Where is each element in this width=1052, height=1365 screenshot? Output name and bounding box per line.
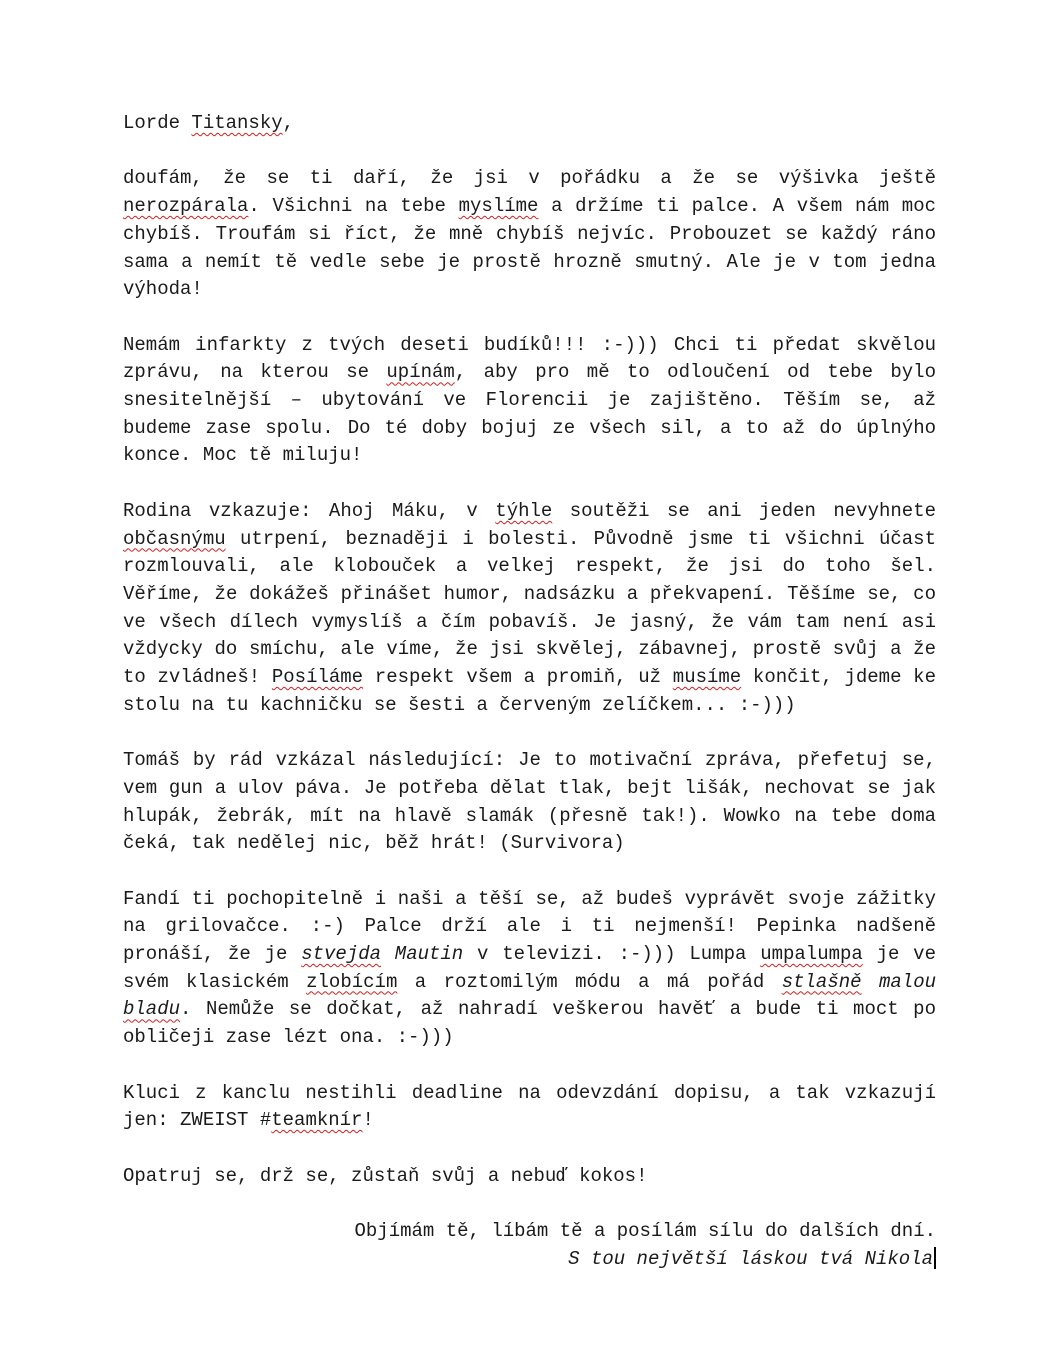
text-run: soutěži se ani jeden nevyhnete bbox=[552, 499, 936, 522]
misspelled-word: nerozpárala bbox=[123, 195, 249, 218]
text-run: Tomáš by rád vzkázal následující: Je to motivační zpráva, přefetuj se, vem gun a ulov páva. Je potřeba dělat tlak, bejt lišák, nechovat se jak hlupák, žebrák, mít na hlavě slamák (přesně tak!). Wowko na tebe doma čeká, tak nedělej nic, běž hrát! (Survivora) bbox=[123, 749, 936, 855]
misspelled-word: zlobícím bbox=[306, 970, 398, 993]
paragraph-6 bbox=[123, 1080, 936, 1135]
misspelled-word: umpalumpa bbox=[760, 943, 863, 966]
text-run: končit, jdeme ke stolu na tu kachničku se šesti a červeným zelíčkem... :-))) bbox=[123, 666, 936, 716]
text-run: Nemám infarkty z tvých deseti budíků!!! :-))) Chci ti předat skvělou zprávu, na kterou se bbox=[123, 333, 936, 384]
salutation-text: Lorde Titansky, bbox=[123, 112, 295, 134]
misspelled-word: stlašně bbox=[781, 970, 862, 993]
text-run: a držíme ti palce. A všem nám moc chybíš. Troufám si říct, že mně chybíš nejvíc. Probouzet se každý ráno sama a nemít tě vedle sebe je prostě hrozně smutný. Ale je v tom jedna výhoda! bbox=[123, 195, 936, 301]
text-cursor bbox=[934, 1247, 936, 1269]
closing-line: Objímám tě, líbám tě a posílám sílu do dalších dní. bbox=[354, 1220, 936, 1242]
misspelled-word: týhle bbox=[495, 499, 553, 522]
paragraph-5 bbox=[123, 886, 936, 1052]
misspelled-word: občasnýmu bbox=[123, 527, 226, 550]
signature-line bbox=[123, 1246, 936, 1274]
text-run: , aby pro mě to odloučení od tebe bylo snesitelnější – ubytování ve Florencii je zajištěno. Těším se, až budeme zase spolu. Do té doby bojuj ze všech sil, a to až do úplnýho konce. Moc tě miluju! bbox=[123, 361, 936, 467]
paragraph-1 bbox=[123, 165, 936, 304]
text-run: . Všichni na tebe bbox=[248, 195, 459, 218]
text-run: utrpení, beznaději i bolesti. Původně jsme ti všichni účast rozmlouvali, ale klobouček a velkej respekt, že jsi do toho šel. Věříme, že dokážeš přinášet humor, nadsázku a překvapení. Těšíme se, co ve všech dílech vymyslíš a čím pobavíš. Je jasný, že vám tam není asi vždycky do smíchu, ale víme, že jsi skvělej, zábavnej, prostě svůj a že to zvládneš! bbox=[123, 527, 936, 689]
text-run: respekt všem a promiň, už bbox=[363, 666, 673, 689]
text-run: ! bbox=[362, 1109, 374, 1132]
text-run: Kluci z kanclu nestihli deadline na odevzdání dopisu, a tak vzkazují jen: ZWEIST # bbox=[123, 1081, 936, 1132]
misspelled-word: bladu bbox=[123, 998, 181, 1021]
paragraph-3 bbox=[123, 498, 936, 720]
text-run: a roztomilým módu a má pořád bbox=[397, 970, 782, 993]
text-run: . Nemůže se dočkat, až nahradí veškerou havěť a bude ti moct po obličeji zase lézt ona. :-))) bbox=[123, 998, 936, 1049]
text-run: v televizi. :-))) Lumpa bbox=[463, 943, 761, 966]
misspelled-word: musíme bbox=[672, 666, 742, 689]
misspelled-word: myslíme bbox=[458, 195, 539, 218]
misspelled-word: teamknír bbox=[271, 1109, 363, 1132]
salutation bbox=[123, 110, 936, 138]
italic-run bbox=[301, 943, 463, 965]
misspelled-word: stvejda bbox=[301, 943, 382, 966]
misspelled-word: Titansky bbox=[191, 112, 283, 134]
text-run: Fandí ti pochopitelně i naši a těší se, až budeš vyprávět svoje zážitky na grilovačce. :-) Palce drží ale i ti nejmenší! Pepinka nadšeně pronáší, že je bbox=[123, 887, 936, 966]
paragraph-2 bbox=[123, 332, 936, 471]
paragraph-7: Opatruj se, drž se, zůstaň svůj a nebuď kokos! bbox=[123, 1164, 648, 1187]
text-run: malou bbox=[861, 970, 937, 993]
misspelled-word: upínám bbox=[386, 361, 455, 384]
text-run: Mautin bbox=[381, 943, 464, 966]
text-run: je ve svém klasickém bbox=[123, 943, 936, 993]
text-run: doufám, že se ti daří, že jsi v pořádku a že se výšivka ještě bbox=[123, 167, 936, 190]
misspelled-word: Posíláme bbox=[271, 666, 364, 689]
paragraph-4 bbox=[123, 747, 936, 858]
signature: S tou největší láskou tvá Nikola bbox=[568, 1247, 933, 1270]
text-run: Rodina vzkazuje: Ahoj Máku, v bbox=[123, 499, 496, 522]
letter-document[interactable] bbox=[123, 110, 936, 1273]
